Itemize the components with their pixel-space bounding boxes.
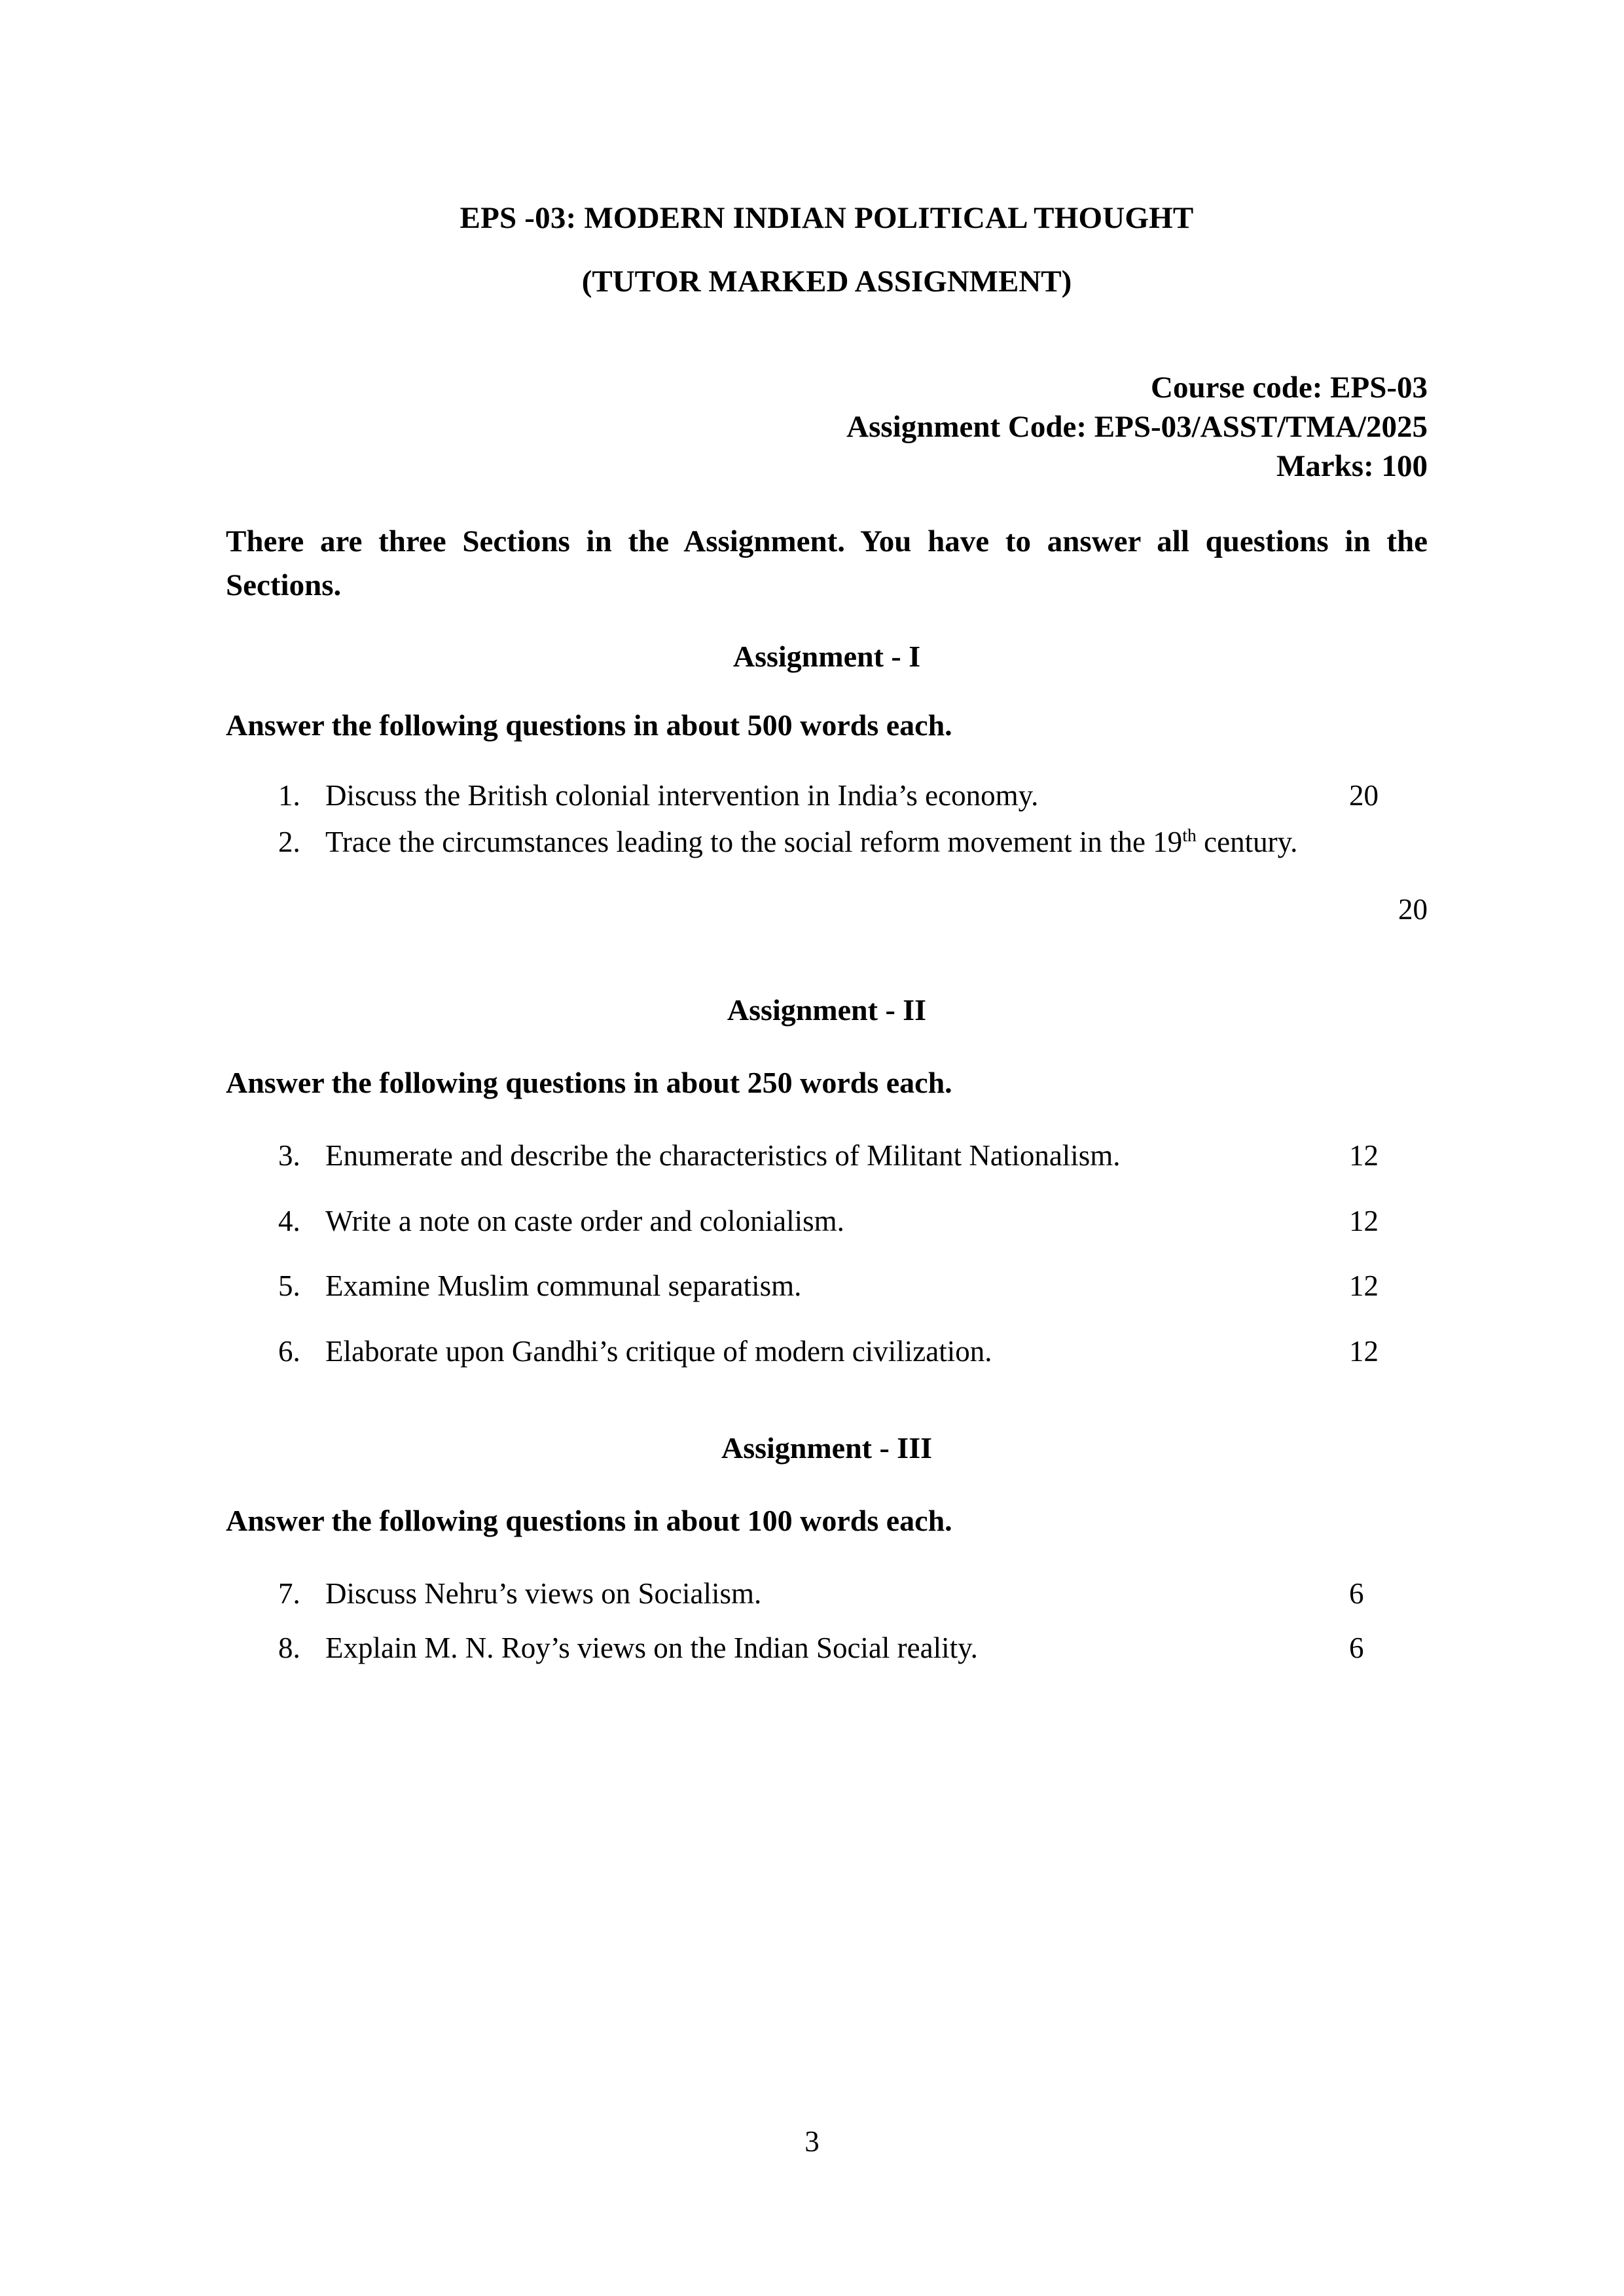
question-text: Examine Muslim communal separatism. [325,1269,802,1303]
ordinal-suffix: th [1182,826,1197,847]
question-body [325,1267,1428,1305]
page-number: 3 [804,2125,820,2158]
section-instruction-1: Answer the following questions in about 500 words each. [226,708,952,742]
section-heading-1: Assignment - I [732,639,921,673]
question-item [226,1137,1428,1175]
question-marks: 12 [1349,1269,1379,1303]
question-item [226,1267,1428,1305]
section-heading-2: Assignment - II [727,993,927,1027]
page-content [226,196,1428,1667]
question-list-1 [226,776,1428,929]
question-text: Discuss the British colonial intervention in India’s economy. [325,778,1039,812]
question-number: 8. [278,1631,300,1664]
question-item [226,1332,1428,1371]
section-instruction-2: Answer the following questions in about 250 words each. [226,1066,952,1100]
question-marks: 12 [1349,1139,1379,1173]
assignment-meta [226,368,1428,486]
question-text: Elaborate upon Gandhi’s critique of modern civilization. [325,1334,992,1368]
page-title: EPS -03: MODERN INDIAN POLITICAL THOUGHT [460,201,1194,235]
question-item [226,1629,1428,1667]
question-item [226,776,1428,815]
section-heading-3: Assignment - III [721,1431,933,1465]
instructions-paragraph: There are three Sections in the Assignment. You have to answer all questions in the Sections. [226,524,1428,603]
question-marks: 12 [1349,1204,1379,1237]
question-number: 5. [278,1269,300,1303]
question-number: 7. [278,1577,300,1611]
section-instruction-3: Answer the following questions in about 100 words each. [226,1504,952,1538]
question-marks: 6 [1349,1631,1364,1664]
question-number: 3. [278,1139,300,1173]
course-code: Course code: EPS-03 [1151,371,1428,405]
question-body [325,1629,1428,1667]
question-item [226,823,1428,928]
assignment-code: Assignment Code: EPS-03/ASST/TMA/2025 [846,410,1428,445]
total-marks: Marks: 100 [1276,449,1428,484]
question-number: 6. [278,1334,300,1368]
question-number: 4. [278,1204,300,1237]
question-list-3 [226,1575,1428,1667]
page-subtitle: (TUTOR MARKED ASSIGNMENT) [581,264,1072,299]
question-marks: 20 [1398,892,1428,926]
question-marks: 20 [1349,778,1379,812]
question-number: 1. [278,778,300,812]
question-body [325,1137,1428,1175]
question-marks: 6 [1349,1577,1364,1611]
question-list-2 [226,1137,1428,1370]
question-text: Discuss Nehru’s views on Socialism. [325,1577,762,1611]
question-body [325,776,1428,815]
question-body [325,1332,1428,1371]
question-item [226,1202,1428,1241]
question-text: Enumerate and describe the characteristics of Militant Nationalism. [325,1139,1121,1173]
question-item [226,1575,1428,1613]
question-text-part-1: Trace the circumstances leading to the social reform movement in the 19 [325,826,1183,859]
question-text: Write a note on caste order and colonialism. [325,1204,844,1237]
question-body [325,823,1428,928]
question-body [325,1575,1428,1613]
question-body [325,1202,1428,1241]
question-text: Explain M. N. Roy’s views on the Indian Social reality. [325,1631,978,1664]
question-text-part-2: century. [1196,826,1298,859]
question-marks: 12 [1349,1334,1379,1368]
question-number: 2. [278,826,300,859]
